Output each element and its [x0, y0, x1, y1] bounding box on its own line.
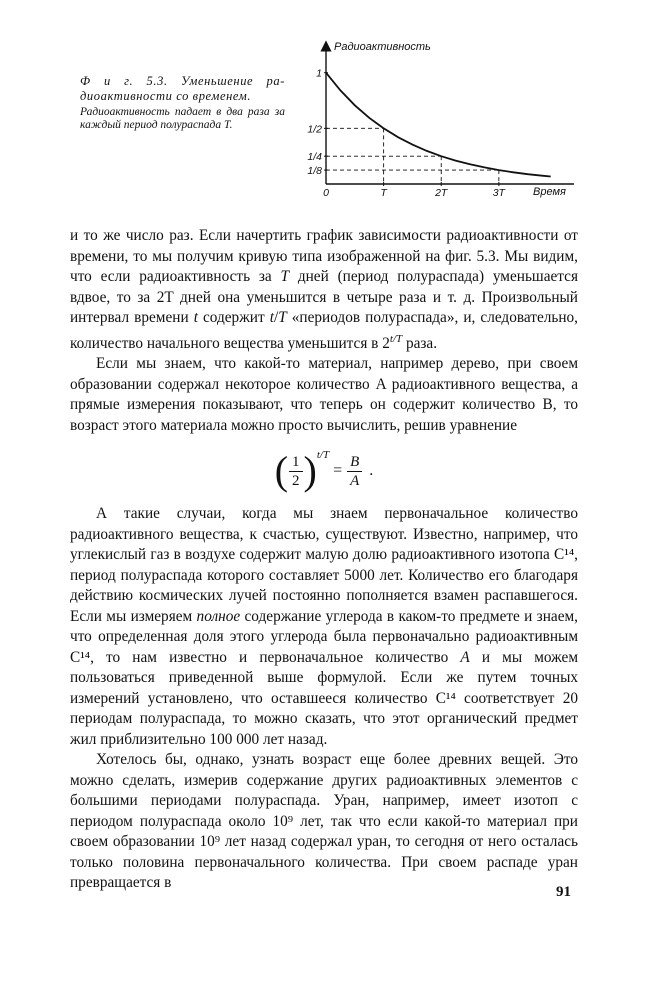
y-tick-label: 1/2 [307, 123, 322, 136]
body-text [70, 226, 578, 894]
paragraph-3: А такие случаи, когда мы знаем первоначальное количество радиоактивного вещества, к счастью, существуют. Известно, например, что углекислый газ в воздухе содержит малую долю радиоактивного изотопа C¹⁴, период полураспада которого составляет 5000 лет. Количество его благодаря действию космических лучей постоянно пополняется взамен распавшегося. Если мы измеряем полное содержание углерода в каком-то предмете и знаем, что определенная доля этого углерода была первоначально радиоактивным C¹⁴, то нам известно и первоначальное количество A и мы можем пользоваться приведенной выше формулой. Если же путем точных измерений установлено, что оставшееся количество C¹⁴ соответствует 20 периодам полураспада, то можно сказать, что этот органический предмет жил приблизительно 100 000 лет назад. [70, 505, 578, 748]
rhs-num: B [347, 453, 362, 472]
x-tick-label: 3T [492, 187, 505, 199]
y-tick-labels [307, 68, 328, 177]
rhs-den: A [350, 472, 360, 489]
x-tick-label: T [380, 187, 387, 199]
y-tick-label: 1/8 [307, 165, 322, 178]
decay-curve [326, 73, 551, 177]
equation [70, 438, 578, 504]
page-number: 91 [556, 884, 571, 900]
caption-text: Радиоактивность падает в два раза за каждый период полураспада Т. [80, 106, 285, 131]
fraction-ba [347, 453, 362, 490]
frac-den: 2 [292, 472, 300, 489]
x-axis-label: Время [533, 186, 566, 198]
equation-period: . [369, 461, 374, 479]
paren-close: ) [303, 448, 317, 494]
x-tick-label: 0 [323, 187, 329, 199]
figure-caption [80, 74, 285, 132]
frac-num: 1 [289, 453, 303, 472]
guide-lines [326, 128, 499, 184]
caption-title: Ф и г. 5.3. Уменьшение ра-диоактивности со временем. [80, 74, 285, 103]
y-tick-label: 1 [316, 67, 322, 80]
paragraph-4: Хотелось бы, однако, узнать возраст еще более древних вещей. Это можно сделать, измерив содержание других радиоактивных элементов с большими периодами полураспада. Уран, например, имеет изотоп с периодом полураспада около 10⁹ лет, так что если какой-то материал при своем образовании 10⁹ лет назад содержал уран, то сегодня от него осталась только половина первоначального количества. При своем распаде уран превращается в [70, 751, 578, 892]
equals-sign: = [333, 461, 343, 479]
paren-open: ( [274, 448, 289, 494]
x-tick-label: 2T [435, 187, 448, 199]
paragraph-1: и то же число раз. Если начертить график зависимости радиоактивности от времени, то мы получим кривую типа изображенной на фиг. 5.3. Мы видим, что если радиоактивность за T дней (период полураспада) уменьшается вдвое, то за 2T дней она уменьшится в четыре раза и т. д. Произвольный интервал времени t содержит t/T «периодов полураспада», и, следовательно, количество начального вещества уменьшится в $2^{t/T}$ раза. [70, 227, 579, 352]
y-tick-label: 1/4 [307, 151, 322, 164]
exponent: t/T [316, 448, 330, 461]
paragraph-2: Если мы знаем, что какой-то материал, например дерево, при своем образовании содержал некоторое количество A радиоактивного вещества, а прямые измерения показывают, что теперь он содержит количество B, то возраст этого материала можно просто вычислить, решив уравнение [70, 355, 578, 434]
fraction-half [289, 453, 303, 490]
y-axis-label: Радиоактивность [334, 41, 431, 53]
decay-chart [296, 38, 586, 203]
